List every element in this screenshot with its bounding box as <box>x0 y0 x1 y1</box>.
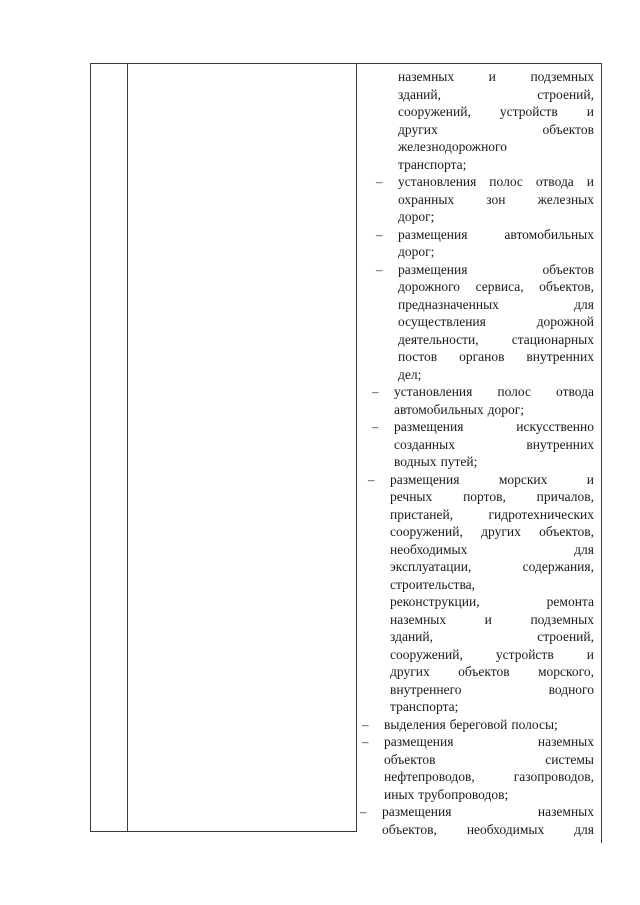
text-word: устройств <box>495 646 554 662</box>
text-line <box>362 348 602 366</box>
text-word: ремонта <box>546 594 594 609</box>
text-word: полос <box>497 384 531 399</box>
text-line <box>362 208 602 226</box>
text-word: иных <box>384 786 415 802</box>
text-word: сооружений, <box>390 646 463 662</box>
text-word: дорог; <box>398 244 435 259</box>
text-word: наземных <box>537 804 594 819</box>
text-word: постов <box>398 349 438 364</box>
text-line <box>362 646 602 664</box>
text-word: для <box>574 541 594 557</box>
text-word: внутреннего <box>390 681 462 697</box>
text-line <box>362 786 602 804</box>
text-line <box>362 401 602 419</box>
text-word: железных <box>537 191 594 207</box>
text-word: внутренних <box>526 436 594 452</box>
text-word: газопроводов, <box>513 769 594 784</box>
text-line <box>362 138 602 156</box>
text-line <box>362 226 602 244</box>
text-line <box>362 593 602 611</box>
text-word: осуществления <box>398 314 486 329</box>
text-line <box>362 558 602 576</box>
text-line <box>362 716 602 734</box>
text-line <box>362 103 602 121</box>
text-word: других <box>390 664 430 679</box>
text-line <box>362 768 602 786</box>
text-line <box>362 313 602 331</box>
text-word: объектов <box>384 751 436 767</box>
text-word: сооружений, <box>398 104 471 119</box>
text-word: для <box>574 296 594 312</box>
list-dash: – <box>362 716 369 732</box>
text-word: речных <box>390 489 433 504</box>
text-word: и <box>484 611 492 627</box>
text-word: внутренних <box>526 349 594 364</box>
text-word: строений, <box>537 86 594 102</box>
text-word: стационарных <box>511 331 594 347</box>
text-word: отвода <box>556 384 594 399</box>
text-word: береговой <box>449 716 508 732</box>
text-word: органов <box>459 349 505 364</box>
text-word: гидротехнических <box>488 506 594 522</box>
text-word: необходимых <box>466 821 545 837</box>
text-line <box>362 173 602 191</box>
text-word: наземных <box>537 734 594 749</box>
text-word: дорог; <box>398 209 435 224</box>
text-word: морских <box>498 471 548 487</box>
list-dash: – <box>376 261 383 277</box>
text-word: других <box>481 524 521 539</box>
text-word: транспорта; <box>398 156 467 172</box>
text-word: установления <box>398 174 477 189</box>
text-word: созданных <box>394 436 455 452</box>
text-word: водного <box>548 681 594 697</box>
table-border-bottom <box>90 831 357 832</box>
list-dash: – <box>368 471 375 487</box>
text-line <box>362 121 602 139</box>
text-word: и <box>586 471 594 487</box>
text-word: и <box>586 174 594 189</box>
text-line <box>362 156 602 174</box>
text-line <box>362 663 602 681</box>
text-word: полос <box>489 174 523 189</box>
text-word: содержания, <box>522 559 594 574</box>
text-word: наземных <box>398 69 455 84</box>
text-word: размещения <box>384 734 454 749</box>
text-word: размещения <box>398 226 468 242</box>
text-word: трубопроводов; <box>418 786 509 802</box>
text-word: наземных <box>390 611 447 627</box>
text-word: автомобильных <box>394 401 484 417</box>
text-line <box>362 436 602 454</box>
text-word: искусственно <box>516 419 594 434</box>
list-dash: – <box>362 734 369 749</box>
text-word: предназначенных <box>398 296 499 312</box>
text-word: водных <box>394 454 437 469</box>
text-word: и <box>586 104 594 119</box>
table-border-left <box>90 63 91 832</box>
text-line <box>362 681 602 699</box>
text-word: объектов <box>542 261 594 277</box>
text-line <box>362 86 602 104</box>
text-word: сервиса, <box>475 279 524 294</box>
text-word: сооружений, <box>390 524 463 539</box>
text-line <box>362 733 602 751</box>
text-word: реконструкции, <box>390 594 480 609</box>
text-line <box>362 278 602 296</box>
list-dash: – <box>376 174 383 189</box>
text-word: и <box>586 646 594 662</box>
text-word: размещения <box>390 471 460 487</box>
text-word: зданий, <box>398 86 441 102</box>
table-column-divider-2 <box>356 63 357 832</box>
text-word: размещения <box>398 261 468 277</box>
text-word: железнодорожного <box>398 139 507 154</box>
text-word: путей; <box>440 454 478 469</box>
text-word: автомобильных <box>504 226 594 242</box>
table-column-divider-1 <box>127 63 128 832</box>
text-word: системы <box>545 751 594 767</box>
text-line <box>362 751 602 769</box>
text-word: установления <box>394 384 473 399</box>
text-word: зон <box>486 191 506 207</box>
text-line <box>362 488 602 506</box>
text-word: нефтепроводов, <box>384 769 475 784</box>
text-line <box>362 453 602 471</box>
text-word: строений, <box>537 629 594 644</box>
text-word: дорожной <box>536 314 594 329</box>
text-line <box>362 296 602 314</box>
text-line <box>362 821 602 839</box>
text-line <box>362 611 602 629</box>
text-line <box>362 366 602 384</box>
text-line <box>362 261 602 279</box>
text-word: устройств <box>499 104 558 119</box>
text-line <box>362 576 602 594</box>
table-border-top <box>90 63 602 64</box>
text-word: необходимых <box>390 541 468 557</box>
text-word: зданий, <box>390 629 433 644</box>
text-word: объектов, <box>539 279 594 294</box>
text-word: охранных <box>398 191 455 207</box>
table-cell-permitted-uses <box>362 68 602 838</box>
text-line <box>362 541 602 559</box>
list-dash: – <box>376 226 383 242</box>
text-word: дорог; <box>487 401 524 417</box>
text-word: пристаней, <box>390 506 454 522</box>
text-word: морского, <box>538 664 594 679</box>
text-line <box>362 331 602 349</box>
text-word: выделения <box>384 716 446 732</box>
text-line <box>362 191 602 209</box>
text-line <box>362 628 602 646</box>
text-line <box>362 523 602 541</box>
text-line <box>362 68 602 86</box>
text-word: для <box>574 821 594 837</box>
list-dash: – <box>372 384 379 399</box>
text-word: дел; <box>398 366 422 382</box>
text-word: других <box>398 121 438 137</box>
text-word: объектов, <box>382 821 437 837</box>
text-line <box>362 383 602 401</box>
list-dash: – <box>360 804 367 819</box>
text-word: подземных <box>530 611 594 627</box>
text-word: портов, <box>463 489 506 504</box>
text-word: транспорта; <box>390 699 459 714</box>
list-dash: – <box>372 419 379 434</box>
text-word: дорожного <box>398 279 461 294</box>
text-line <box>362 243 602 261</box>
text-word: размещения <box>382 804 452 819</box>
text-word: размещения <box>394 419 464 434</box>
text-word: объектов, <box>539 524 594 539</box>
text-word: подземных <box>530 69 594 84</box>
text-line <box>362 418 602 436</box>
text-word: отвода <box>535 174 574 189</box>
text-word: объектов <box>458 664 510 679</box>
text-word: строительства, <box>390 576 476 592</box>
text-line <box>362 698 602 716</box>
text-word: причалов, <box>536 489 594 504</box>
text-word: эксплуатации, <box>390 559 472 574</box>
text-line <box>362 471 602 489</box>
text-word: объектов <box>542 121 594 137</box>
text-line <box>362 803 602 821</box>
text-line <box>362 506 602 524</box>
text-word: полосы; <box>511 716 558 732</box>
text-word: и <box>488 69 496 84</box>
text-word: деятельности, <box>398 331 479 347</box>
